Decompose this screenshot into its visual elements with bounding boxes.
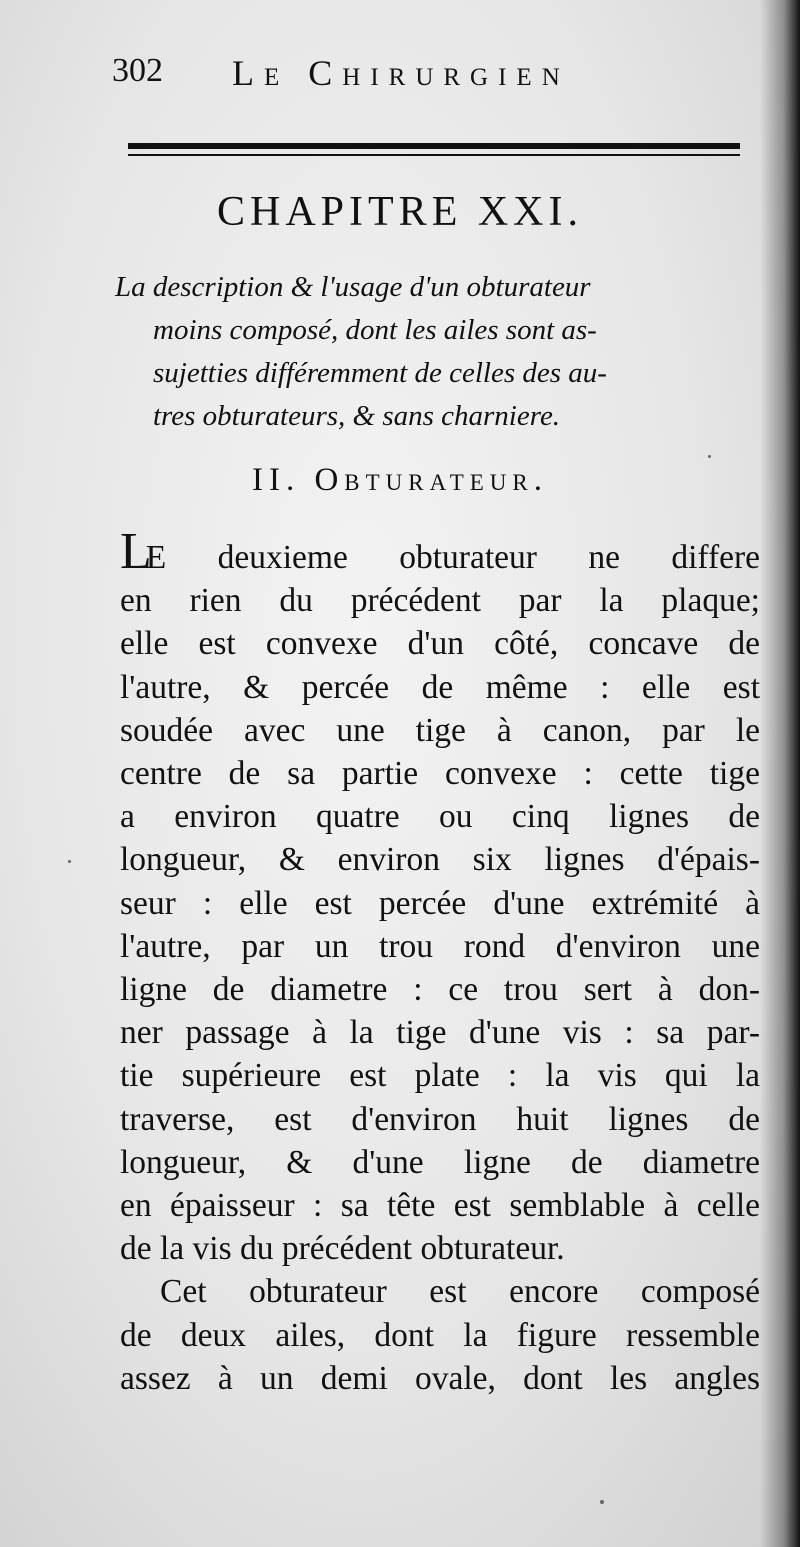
header-rule-thick [128, 143, 740, 149]
text-line: centre de sa partie convexe : cette tige [120, 755, 760, 793]
text-line: de deux ailes, dont la figure ressemble [120, 1316, 760, 1354]
paper-speck [600, 1500, 604, 1504]
text-line: l'autre, par un trou rond d'environ une [120, 927, 760, 965]
text-line: de la vis du précédent obturateur. [120, 1230, 565, 1268]
text-line-content: E deuxieme obturateur ne differe [145, 539, 760, 576]
text-line: seur : elle est percée d'une extrémité à [120, 884, 760, 922]
text-line: en rien du précédent par la plaque; [120, 582, 760, 620]
text-line: assez à un demi ovale, dont les angles [120, 1359, 760, 1397]
section-title: II. Obturateur. [251, 462, 548, 498]
text-line: en épaisseur : sa tête est semblable à celle [120, 1187, 760, 1225]
text-line: longueur, & d'une ligne de diametre [120, 1143, 760, 1181]
text-line: Cet obturateur est encore composé [160, 1273, 760, 1311]
summary-line: tres obturateurs, & sans charniere. [153, 400, 561, 432]
summary-line: moins composé, dont les ailes sont as- [153, 314, 597, 346]
chapter-summary [115, 266, 755, 438]
paper-speck [708, 455, 711, 458]
page-number: 302 [112, 52, 163, 89]
text-line: ligne de diametre : ce trou sert à don- [120, 971, 760, 1009]
body-text [120, 523, 760, 1400]
paper-speck [68, 860, 71, 863]
text-line: longueur, & environ six lignes d'épais- [120, 841, 760, 879]
header-rule-thin [128, 154, 740, 156]
page-edge-shadow [760, 0, 800, 1547]
chapter-title: CHAPITRE XXI. [217, 189, 583, 235]
text-line: traverse, est d'environ huit lignes de [120, 1100, 760, 1138]
running-title: Le Chirurgien [232, 53, 570, 93]
text-line: ner passage à la tige d'une vis : sa par- [120, 1014, 760, 1052]
text-line: tie supérieure est plate : la vis qui la [120, 1057, 760, 1095]
drop-cap: L [120, 523, 146, 580]
text-line: a environ quatre ou cinq lignes de [120, 798, 760, 836]
text-line [120, 523, 760, 580]
running-header [112, 50, 742, 100]
text-line: soudée avec une tige à canon, par le [120, 711, 760, 749]
text-line: l'autre, & percée de même : elle est [120, 668, 760, 706]
summary-line: La description & l'usage d'un obturateur [115, 271, 591, 303]
summary-line: sujetties différemment de celles des au- [153, 357, 607, 389]
text-line: elle est convexe d'un côté, concave de [120, 625, 760, 663]
